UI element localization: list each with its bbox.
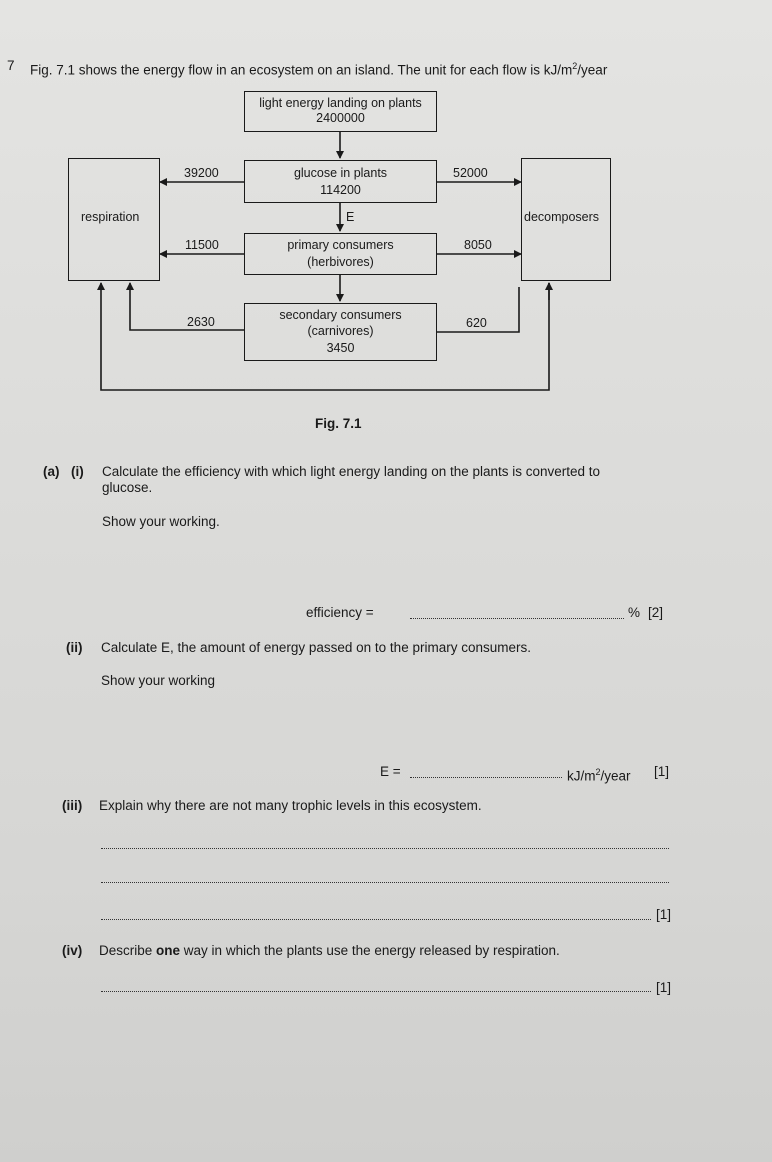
part-a-iv-text-bold: one: [156, 943, 181, 958]
decomposers-label: decomposers: [524, 210, 600, 224]
glucose-box: [244, 160, 437, 203]
primary-consumers-sublabel: (herbivores): [307, 255, 374, 269]
light-energy-value: 2400000: [316, 111, 365, 125]
part-a-i-label: (i): [71, 464, 84, 479]
flow-glucose-to-respiration: 39200: [184, 166, 219, 180]
primary-consumers-box: [244, 233, 437, 275]
part-a-i-question-line2: glucose.: [102, 480, 153, 495]
e-answer-label: E =: [380, 764, 401, 779]
part-a-iv-answer-line[interactable]: [101, 991, 651, 992]
part-a-iv-text-end: way in which the plants use the energy released by respiration.: [180, 943, 560, 958]
part-a-iii-marks: [1]: [656, 907, 672, 922]
part-a-iii-question: Explain why there are not many trophic levels in this ecosystem.: [99, 798, 482, 813]
respiration-label: respiration: [81, 210, 140, 224]
secondary-consumers-sublabel: (carnivores): [307, 324, 374, 338]
respiration-box: [68, 158, 160, 281]
flow-primary-to-decomposers: 8050: [464, 238, 492, 252]
intro-superscript: 2: [572, 61, 578, 71]
decomposers-box: [521, 158, 611, 281]
part-a-iv-label: (iv): [62, 943, 83, 958]
flow-secondary-to-decomposers: 620: [466, 316, 487, 330]
secondary-consumers-label: secondary consumers: [279, 308, 402, 322]
e-unit-base: kJ/m: [567, 768, 596, 784]
part-a-ii-question: Calculate E, the amount of energy passed on to the primary consumers.: [101, 640, 531, 655]
intro-unit: /year: [577, 62, 608, 78]
part-a-iv-text-start: Describe: [99, 943, 157, 958]
light-energy-box: [244, 91, 437, 132]
e-unit-suffix: /year: [600, 768, 631, 784]
e-answer-unit: [567, 764, 631, 785]
flow-primary-to-respiration: 11500: [185, 238, 219, 252]
intro-text: Fig. 7.1 shows the energy flow in an ecosystem on an island. The unit for each flow is kJ/m: [30, 62, 573, 78]
part-a-iii-label: (iii): [62, 798, 83, 813]
flow-glucose-to-decomposers: 52000: [453, 166, 488, 180]
part-a-iii-answer-line-3[interactable]: [101, 919, 651, 920]
glucose-value: 114200: [320, 183, 361, 197]
part-a-iii-answer-line-1[interactable]: [101, 848, 669, 849]
secondary-consumers-box: [244, 303, 437, 361]
part-a-ii-label: (ii): [66, 640, 83, 655]
e-answer-line[interactable]: [410, 777, 562, 778]
e-unit-superscript: 2: [595, 767, 601, 777]
question-number: 7: [7, 58, 15, 73]
flow-secondary-to-respiration: 2630: [187, 315, 215, 329]
efficiency-answer-line[interactable]: [410, 618, 624, 619]
part-a-ii-marks: [1]: [654, 764, 670, 779]
secondary-consumers-value: 3450: [326, 341, 355, 355]
part-a-i-working-instruction: Show your working.: [102, 514, 220, 529]
part-a-i-marks: [2]: [648, 605, 664, 620]
part-a-i-question-line1: Calculate the efficiency with which light energy landing on the plants is converted to: [102, 464, 601, 479]
e-label: E: [346, 210, 355, 224]
part-a-iii-answer-line-2[interactable]: [101, 882, 669, 883]
part-a-iv-question: [99, 943, 560, 959]
efficiency-unit: %: [628, 605, 641, 620]
efficiency-label: efficiency =: [306, 605, 374, 620]
part-a-iv-marks: [1]: [656, 980, 672, 995]
glucose-label: glucose in plants: [293, 166, 388, 180]
light-energy-label: light energy landing on plants: [259, 96, 422, 110]
primary-consumers-label: primary consumers: [287, 238, 394, 252]
part-a-ii-working-instruction: Show your working: [101, 673, 216, 688]
figure-caption: Fig. 7.1: [315, 416, 362, 431]
part-a-label: (a): [43, 464, 60, 479]
